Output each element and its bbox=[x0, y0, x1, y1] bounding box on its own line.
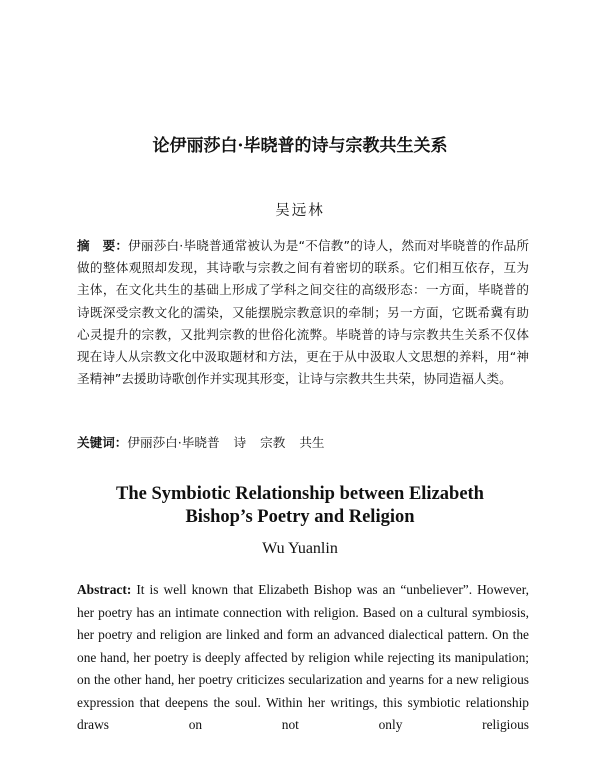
chinese-author: 吴远林 bbox=[275, 203, 325, 219]
english-title bbox=[0, 483, 600, 529]
english-abstract-text: It is well known that Elizabeth Bishop was an “unbeliever”. However, her poetry has an intimate connection with religion. Based on a cultural symbiosis, her poetry and religion are linked and form an advanced dialectical pattern. On the one hand, her poetry is deeply affected by religion while rejecting its manipulation; on the other hand, her poetry criticizes secularization and yearns for a new religious expression that deepens the soul. Within her writings, this symbiotic relationship draws on not only religious bbox=[77, 582, 529, 732]
chinese-keywords bbox=[77, 433, 529, 453]
chinese-abstract-text: 伊丽莎白·毕晓普通常被认为是“不信教”的诗人，然而对毕晓普的作品所做的整体观照却发现，其诗歌与宗教之间有着密切的联系。它们相互依存，互为主体，在文化共生的基础上形成了学科之间交往的高级形态：一方面，毕晓普的诗既深受宗教文化的濡染，又能摆脱宗教意识的牵制；另一方面，它既希冀有助心灵提升的宗教，又批判宗教的世俗化流弊。毕晓普的诗与宗教共生关系不仅体现在诗人从宗教文化中汲取题材和方法，更在于从中汲取人文思想的养料，用“神圣精神”去援助诗歌创作并实现其形变，让诗与宗教共生共荣，协同造福人类。 bbox=[77, 238, 529, 387]
english-author: Wu Yuanlin bbox=[262, 540, 338, 557]
english-abstract-label: Abstract: bbox=[77, 582, 132, 597]
chinese-title: 论伊丽莎白·毕晓普的诗与宗教共生关系 bbox=[152, 136, 448, 156]
keyword: 宗教 bbox=[260, 435, 286, 450]
english-title-line: Bishop’s Poetry and Religion bbox=[185, 507, 415, 527]
chinese-keywords-label: 关键词： bbox=[77, 435, 128, 450]
chinese-abstract-label: 摘 要： bbox=[77, 238, 129, 253]
english-abstract bbox=[77, 579, 529, 737]
english-title-line: The Symbiotic Relationship between Elizabeth bbox=[116, 484, 484, 504]
keyword: 伊丽莎白·毕晓普 bbox=[127, 435, 220, 450]
keyword: 共生 bbox=[299, 435, 325, 450]
keyword: 诗 bbox=[233, 435, 247, 450]
chinese-abstract bbox=[77, 235, 529, 390]
